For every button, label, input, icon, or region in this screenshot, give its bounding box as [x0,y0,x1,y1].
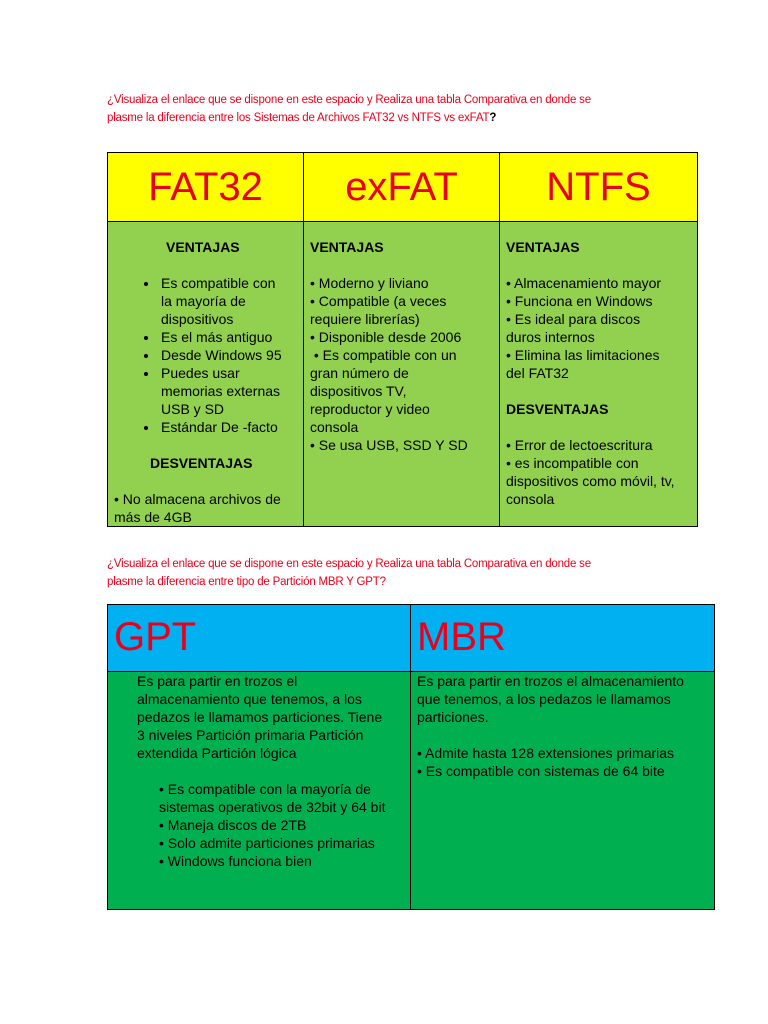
question-2 [107,555,707,591]
mbr-bullets: • Admite hasta 128 extensiones primarias • Es compatible con sistemas de 64 bite [417,745,675,779]
fat32-ventajas-list [114,274,297,436]
fat32-ventajas-title: VENTAJAS [166,239,240,255]
ntfs-desventajas: • Error de lectoescritura • es incompatible con dispositivos como móvil, tv, consola [506,437,675,507]
header-gpt-label: GPT [114,615,197,659]
cell-exfat [304,222,500,527]
list-item: • Es el más antiguo [159,328,297,346]
cell-gpt [108,672,411,910]
question-1-line-2: plasme la diferencia entre los Sistemas de Archivos FAT32 vs NTFS vs exFAT [107,112,490,124]
header-mbr [411,605,715,672]
list-item: • Desde Windows 95 [159,346,297,364]
filesystem-comparison-table [107,152,698,527]
list-item: • Puedes usar memorias externas USB y SD [159,364,297,418]
header-exfat [304,153,500,222]
ntfs-desventajas-title: DESVENTAJAS [506,401,609,417]
header-fat32 [108,153,304,222]
exfat-ventajas: • Moderno y liviano • Compatible (a veces requiere librerías) • Disponible desde 2006 • Es compatible con un gran número de dispositivos TV, reproductor y video consola • Se usa USB, SSD Y SD [310,275,468,453]
gpt-bullets: • Es compatible con la mayoría de sistemas operativos de 32bit y 64 bit • Maneja discos de 2TB • Solo admite particiones primarias • Windows funciona bien [159,781,386,869]
list-item: • Estándar De -facto [159,418,297,436]
exfat-ventajas-title: VENTAJAS [310,239,384,255]
header-exfat-label: exFAT [345,165,458,209]
question-2-line-1: ¿Visualiza el enlace que se dispone en este espacio y Realiza una tabla Comparativa en donde se [107,558,591,570]
header-ntfs [500,153,698,222]
cell-fat32 [108,222,304,527]
header-mbr-label: MBR [417,615,506,659]
ntfs-ventajas-title: VENTAJAS [506,239,580,255]
fat32-desventajas: • No almacena archivos de más de 4GB [114,491,281,525]
header-gpt [108,605,411,672]
question-1-mark: ? [489,112,497,124]
question-1-line-1: ¿Visualiza el enlace que se dispone en este espacio y Realiza una tabla Comparativa en donde se [107,94,591,106]
mbr-intro: Es para partir en trozos el almacenamiento que tenemos, a los pedazos le llamamos particiones. [417,673,684,725]
question-1 [107,91,707,127]
list-item: • Es compatible con la mayoría de dispositivos [159,274,297,328]
gpt-intro: Es para partir en trozos el almacenamiento que tenemos, a los pedazos le llamamos particiones. Tiene 3 niveles Partición primaria Partición extendida Partición lógica [137,673,383,761]
fat32-desventajas-title: DESVENTAJAS [150,455,253,471]
ntfs-ventajas: • Almacenamiento mayor • Funciona en Windows • Es ideal para discos duros internos • Elimina las limitaciones del FAT32 [506,275,662,381]
header-fat32-label: FAT32 [148,165,263,209]
cell-ntfs [500,222,698,527]
partition-comparison-table [107,604,715,910]
question-2-line-2: plasme la diferencia entre tipo de Partición MBR Y GPT? [107,576,386,588]
cell-mbr [411,672,715,910]
header-ntfs-label: NTFS [546,165,651,209]
